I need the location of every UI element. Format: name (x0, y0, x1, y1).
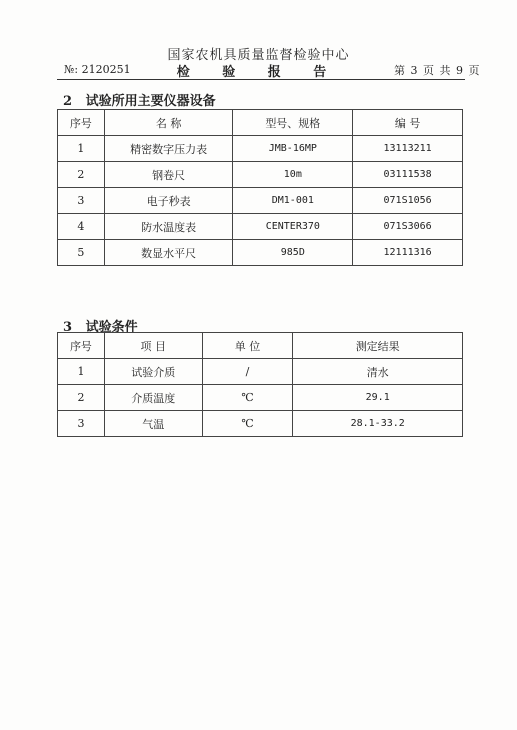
table-cell: 1 (58, 359, 105, 385)
table-cell: 28.1-33.2 (293, 411, 463, 437)
section-3-number: 3 (63, 320, 73, 335)
test-conditions-table (57, 332, 463, 437)
header-cell: 测定结果 (293, 333, 463, 359)
org-name: 国家农机具质量监督检验中心 (167, 48, 350, 63)
table-cell: 数显水平尺 (104, 240, 233, 266)
table-cell: 清水 (293, 359, 463, 385)
table-cell: 3 (58, 411, 105, 437)
table-header-row (58, 110, 463, 136)
table-cell: 试验介质 (104, 359, 202, 385)
table-cell: 10m (233, 162, 353, 188)
table-cell: 精密数字压力表 (104, 136, 233, 162)
table-cell: 071S1056 (353, 188, 463, 214)
section-3-title: 试验条件 (85, 320, 138, 335)
table-row (58, 359, 463, 385)
table-row (58, 188, 463, 214)
header-cell: 名 称 (104, 110, 233, 136)
table-cell: 2 (58, 162, 105, 188)
table-cell: 介质温度 (104, 385, 202, 411)
section-2-heading (63, 90, 216, 109)
table-row (58, 162, 463, 188)
table-cell: 电子秒表 (104, 188, 233, 214)
header-cell: 编 号 (353, 110, 463, 136)
equipment-table (57, 109, 463, 266)
table-cell: 071S3066 (353, 214, 463, 240)
table-row (58, 385, 463, 411)
table-row (58, 214, 463, 240)
table-row (58, 411, 463, 437)
table-row (58, 136, 463, 162)
table-cell: 5 (58, 240, 105, 266)
table-cell: DM1-001 (233, 188, 353, 214)
report-title: 检 验 报 告 (176, 65, 341, 80)
header-cell: 序号 (58, 333, 105, 359)
table-cell: 气温 (104, 411, 202, 437)
table-cell: 2 (58, 385, 105, 411)
header-cell: 型号、规格 (233, 110, 353, 136)
table-cell: 防水温度表 (104, 214, 233, 240)
table-cell: 3 (58, 188, 105, 214)
table-cell: ℃ (202, 411, 293, 437)
page-info: 第 3 页 共 9 页 (394, 64, 480, 77)
table-cell: 29.1 (293, 385, 463, 411)
section-2-number: 2 (63, 94, 73, 109)
header-cell: 序号 (58, 110, 105, 136)
header-divider (57, 79, 465, 80)
table-cell: 13113211 (353, 136, 463, 162)
table-cell: JMB-16MP (233, 136, 353, 162)
table-header-row (58, 333, 463, 359)
header-cell: 项 目 (104, 333, 202, 359)
table-cell: 03111538 (353, 162, 463, 188)
table-cell: ℃ (202, 385, 293, 411)
table-cell: 1 (58, 136, 105, 162)
report-number: №: 2120251 (64, 63, 131, 76)
table-cell: 985D (233, 240, 353, 266)
table-cell: / (202, 359, 293, 385)
table-cell: 4 (58, 214, 105, 240)
header-cell: 单 位 (202, 333, 293, 359)
table-cell: 钢卷尺 (104, 162, 233, 188)
table-row (58, 240, 463, 266)
section-2-title: 试验所用主要仪器设备 (85, 94, 216, 109)
table-cell: CENTER370 (233, 214, 353, 240)
table-cell: 12111316 (353, 240, 463, 266)
